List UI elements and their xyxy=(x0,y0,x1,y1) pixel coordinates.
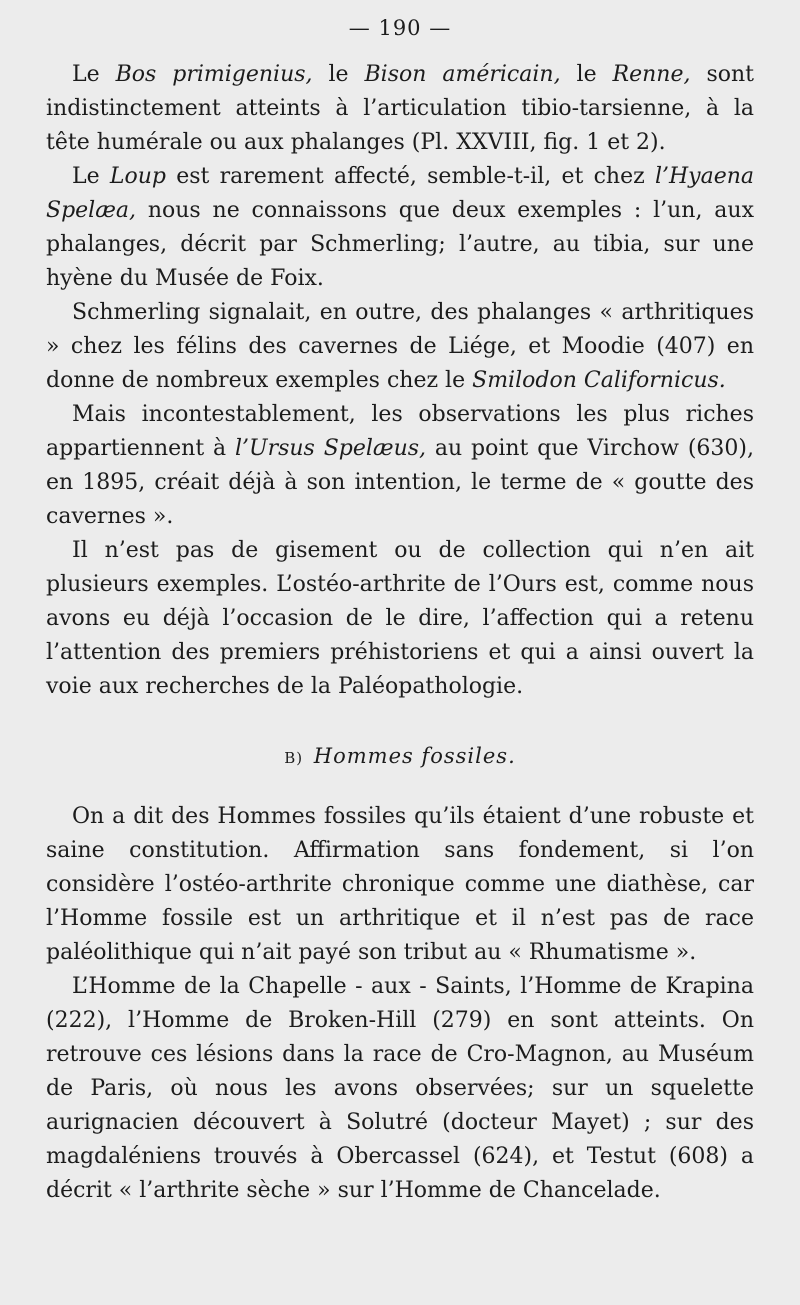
paragraph-fossil-examples: L’Homme de la Chapelle - aux - Saints, l’Homme de Krapina (222), l’Homme de Broken-Hill (279) en sont atteints. On retrouve ces lésions dans la race de Cro-Magnon, au Muséum de Paris, où nous les avons observées; sur un squelette aurignacien découvert à Solutré (docteur Mayet) ; sur des magdaléniens trouvés à Obercassel (624), et Testut (608) a décrit « l’arthrite sèche » sur l’Homme de Chancelade. xyxy=(46,974,754,1203)
paragraph-fossil-men: On a dit des Hommes fossiles qu’ils étaient d’une robuste et saine constitution. Affirmation sans fondement, si l’on considère l’ostéo-arthrite chronique comme une diathèse, car l’Homme fossile est un arthritique et il n’est pas de race paléolithique qui n’ait payé son tribut au « Rhumatisme ». xyxy=(46,804,754,965)
paragraph-felines: Schmerling signalait, en outre, des phalanges « arthritiques » chez les félins des cavernes de Liége, et Moodie (407) en donne de nombreux exemples chez le Smilodon Californicus. xyxy=(46,300,754,393)
paragraph-cave-bear: Mais incontestablement, les observations les plus riches appartiennent à l’Ursus Spelæus, au point que Virchow (630), en 1895, créait déjà à son intention, le terme de « goutte des cavernes ». xyxy=(46,402,754,529)
paragraph-osteo-arthritis: Il n’est pas de gisement ou de collection qui n’en ait plusieurs exemples. L’ostéo-arthrite de l’Ours est, comme nous avons eu déjà l’occasion de le dire, l’affection qui a retenu l’attention des premiers préhistoriens et qui a ainsi ouvert la voie aux recherches de la Paléopathologie. xyxy=(46,538,754,699)
section-letter: B) xyxy=(284,749,304,767)
paragraph-bovids: Le Bos primigenius, le Bison américain, le Renne, sont indistinctement atteints à l’articulation tibio-tarsienne, à la tête humérale ou aux phalanges (Pl. XXVIII, fig. 1 et 2). xyxy=(46,62,754,155)
page-number: — 190 — xyxy=(348,16,452,40)
paragraph-wolf-hyena: Le Loup est rarement affecté, semble-t-il, et chez l’Hyaena Spelæa, nous ne connaissons que deux exemples : l’un, aux phalanges, décrit par Schmerling; l’autre, au tibia, sur une hyène du Musée de Foix. xyxy=(46,164,755,291)
section-heading xyxy=(46,744,754,768)
section-title: Hommes fossiles. xyxy=(313,744,516,768)
